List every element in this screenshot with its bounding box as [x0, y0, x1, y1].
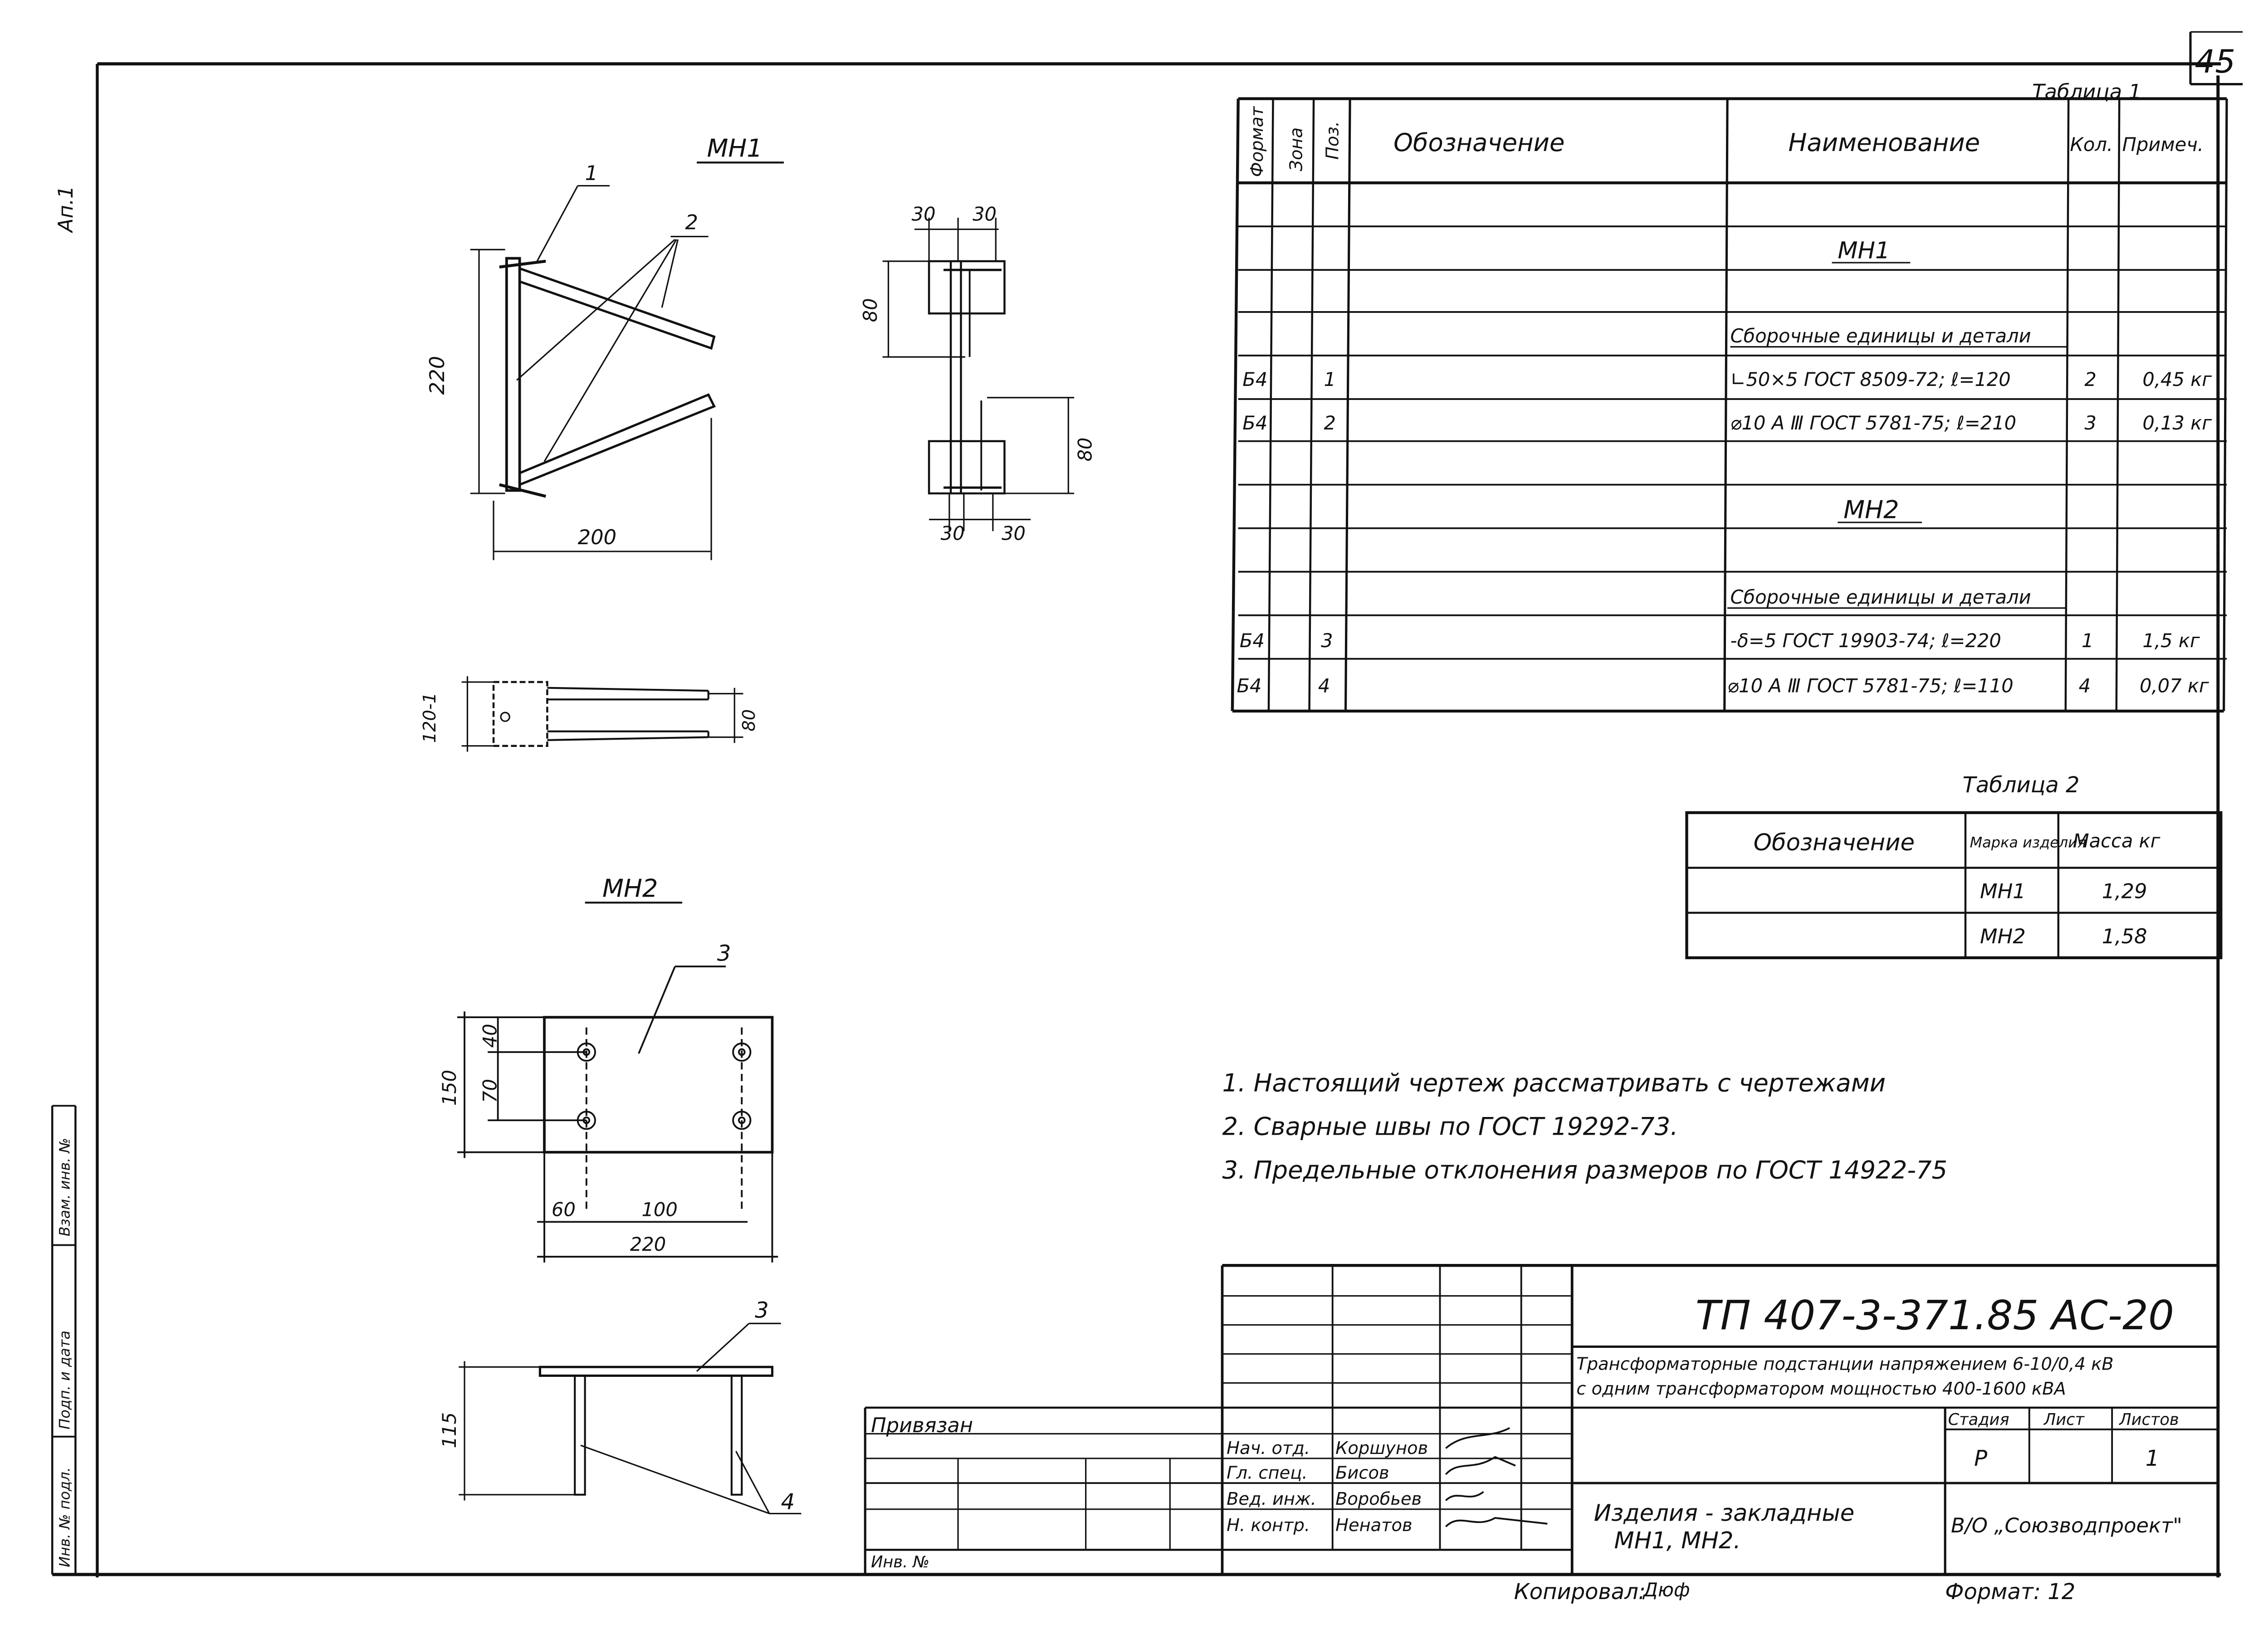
item-name-line-2: МН1, МН2.: [1614, 1527, 1741, 1555]
page-number: 45: [2195, 43, 2236, 80]
mn1-dim-width: 200: [577, 525, 617, 549]
mn1-side-dim-bot-right: 30: [1002, 522, 1026, 545]
note-3: 3. Предельные отклонения размеров по ГОСТ 14922-75: [1222, 1156, 1948, 1185]
role-3: Вед. инж.: [1227, 1489, 1316, 1510]
table1-row1-note: 0,45 кг: [2142, 368, 2212, 391]
project-title-2: с одним трансформатором мощностью 400-1600 кВА: [1576, 1379, 2066, 1400]
name-4: Ненатов: [1335, 1515, 1413, 1536]
table1-row2-name: ⌀10 А Ⅲ ГОСТ 5781-75; ℓ=210: [1730, 412, 2017, 434]
table1-h-designation: Обозначение: [1393, 128, 1565, 157]
table1-row4-pos: 4: [1318, 674, 1330, 697]
role-2: Гл. спец.: [1227, 1463, 1308, 1483]
mn1-plan-dim-left: 120-1: [420, 692, 440, 743]
table1-row3-format: Б4: [1239, 629, 1265, 652]
mn2-dim-40: 40: [479, 1024, 501, 1048]
mn1-title: МН1: [707, 134, 763, 163]
mn1-side-dim-bot-h: 80: [1074, 437, 1096, 462]
mn1-side-dim-top-right: 30: [973, 203, 997, 225]
table1-row4-note: 0,07 кг: [2139, 674, 2209, 697]
format: Формат: 12: [1945, 1579, 2076, 1605]
stage-value: Р: [1974, 1445, 1988, 1471]
mn1-dim-height: 220: [425, 356, 450, 395]
table1-section-mn2-sub: Сборочные единицы и детали: [1730, 586, 2031, 609]
table2-row1-mark: МН1: [1980, 879, 2026, 903]
bound-label: Привязан: [871, 1413, 973, 1438]
table2-h-mass: Масса кг: [2072, 829, 2160, 852]
mn2-title: МН2: [602, 874, 658, 903]
table2-row2-mark: МН2: [1980, 924, 2026, 948]
role-4: Н. контр.: [1227, 1515, 1310, 1536]
table1-h-pos: Поз.: [1322, 121, 1343, 160]
table2-caption: Таблица 2: [1962, 772, 2080, 798]
side-stamp-inv: Инв. № подл.: [56, 1467, 73, 1567]
table1-section-mn1: МН1: [1838, 237, 1890, 264]
mn1-side-dim-bot-left: 30: [940, 522, 965, 545]
table2-row1-mass: 1,29: [2102, 879, 2147, 903]
mn1-callout-2: 2: [685, 210, 698, 234]
stage-label: Стадия: [1948, 1410, 2009, 1429]
table1-row3-pos: 3: [1321, 629, 1333, 652]
table1-h-name: Наименование: [1788, 128, 1980, 157]
side-stamp-swap: Взам. инв. №: [56, 1138, 73, 1237]
sheets-label: Листов: [2119, 1410, 2179, 1429]
project-title-1: Трансформаторные подстанции напряжением 6-10/0,4 кВ: [1576, 1354, 2114, 1375]
mn2-dim-60: 60: [552, 1198, 576, 1221]
archive-mark: Ап.1: [54, 185, 78, 232]
side-stamp-sign: Подп. и дата: [56, 1330, 73, 1429]
table1-row2-qty: 3: [2084, 412, 2097, 434]
sheet-label: Лист: [2043, 1410, 2084, 1429]
name-1: Коршунов: [1335, 1438, 1428, 1459]
item-name-line-1: Изделия - закладные: [1593, 1499, 1855, 1527]
mn1-side-dim-top-h: 80: [859, 298, 881, 322]
table1-row3-note: 1,5 кг: [2142, 629, 2200, 652]
mn2-dim-70: 70: [479, 1078, 501, 1103]
mn2-dim-width: 220: [630, 1233, 666, 1256]
sheets-value: 1: [2145, 1445, 2160, 1471]
table1-h-format: Формат: [1247, 106, 1268, 177]
table1-h-note: Примеч.: [2122, 133, 2204, 156]
note-2: 2. Сварные швы по ГОСТ 19292-73.: [1222, 1112, 1678, 1141]
table2-h-mark: Марка изделия: [1970, 834, 2087, 851]
mn1-side-dim-top-left: 30: [911, 203, 936, 225]
mn2-elev-dim-height: 115: [438, 1412, 460, 1449]
mn2-elev-callout-3: 3: [755, 1297, 769, 1323]
mn2-dim-height: 150: [438, 1069, 460, 1106]
role-1: Нач. отд.: [1227, 1438, 1310, 1459]
table1-row1-pos: 1: [1324, 368, 1336, 391]
table1-h-qty: Кол.: [2070, 133, 2113, 156]
table1-row3-name: -δ=5 ГОСТ 19903-74; ℓ=220: [1730, 629, 2001, 652]
table1-row4-name: ⌀10 А Ⅲ ГОСТ 5781-75; ℓ=110: [1727, 674, 2014, 697]
table1-row2-pos: 2: [1324, 412, 1336, 434]
table1-section-mn2: МН2: [1843, 495, 1899, 524]
organization: В/О „Союзводпроект": [1950, 1513, 2182, 1538]
table2-h-designation: Обозначение: [1753, 829, 1915, 857]
table2-row2-mass: 1,58: [2102, 924, 2147, 948]
table1-row1-format: Б4: [1242, 368, 1268, 391]
mn1-callout-1: 1: [585, 161, 598, 185]
mn2-dim-100: 100: [641, 1198, 678, 1221]
doc-code: ТП 407-3-371.85 АС-20: [1695, 1292, 2175, 1340]
inv-label: Инв. №: [871, 1552, 930, 1571]
table1-row3-qty: 1: [2081, 629, 2094, 652]
table1-caption: Таблица 1: [2032, 79, 2141, 104]
name-3: Воробьев: [1335, 1489, 1422, 1510]
note-1: 1. Настоящий чертеж рассматривать с чертежами: [1222, 1068, 1886, 1097]
table1-row2-format: Б4: [1242, 412, 1268, 434]
table1-row4-qty: 4: [2078, 674, 2091, 697]
mn2-callout-3: 3: [717, 941, 731, 966]
table1-row2-note: 0,13 кг: [2142, 412, 2212, 434]
table1-row1-name: ∟50×5 ГОСТ 8509-72; ℓ=120: [1730, 368, 2011, 391]
table1-row1-qty: 2: [2084, 368, 2097, 391]
name-2: Бисов: [1335, 1463, 1389, 1483]
mn1-plan-dim-right: 80: [739, 709, 760, 732]
table1-row4-format: Б4: [1237, 674, 1262, 697]
table1-h-zone: Зона: [1286, 127, 1307, 171]
copied-by: Копировал:: [1514, 1579, 1646, 1605]
copied-sign: Дюф: [1643, 1578, 1690, 1601]
table1-section-mn1-sub: Сборочные единицы и детали: [1730, 325, 2031, 347]
mn2-elev-callout-4: 4: [781, 1489, 795, 1515]
